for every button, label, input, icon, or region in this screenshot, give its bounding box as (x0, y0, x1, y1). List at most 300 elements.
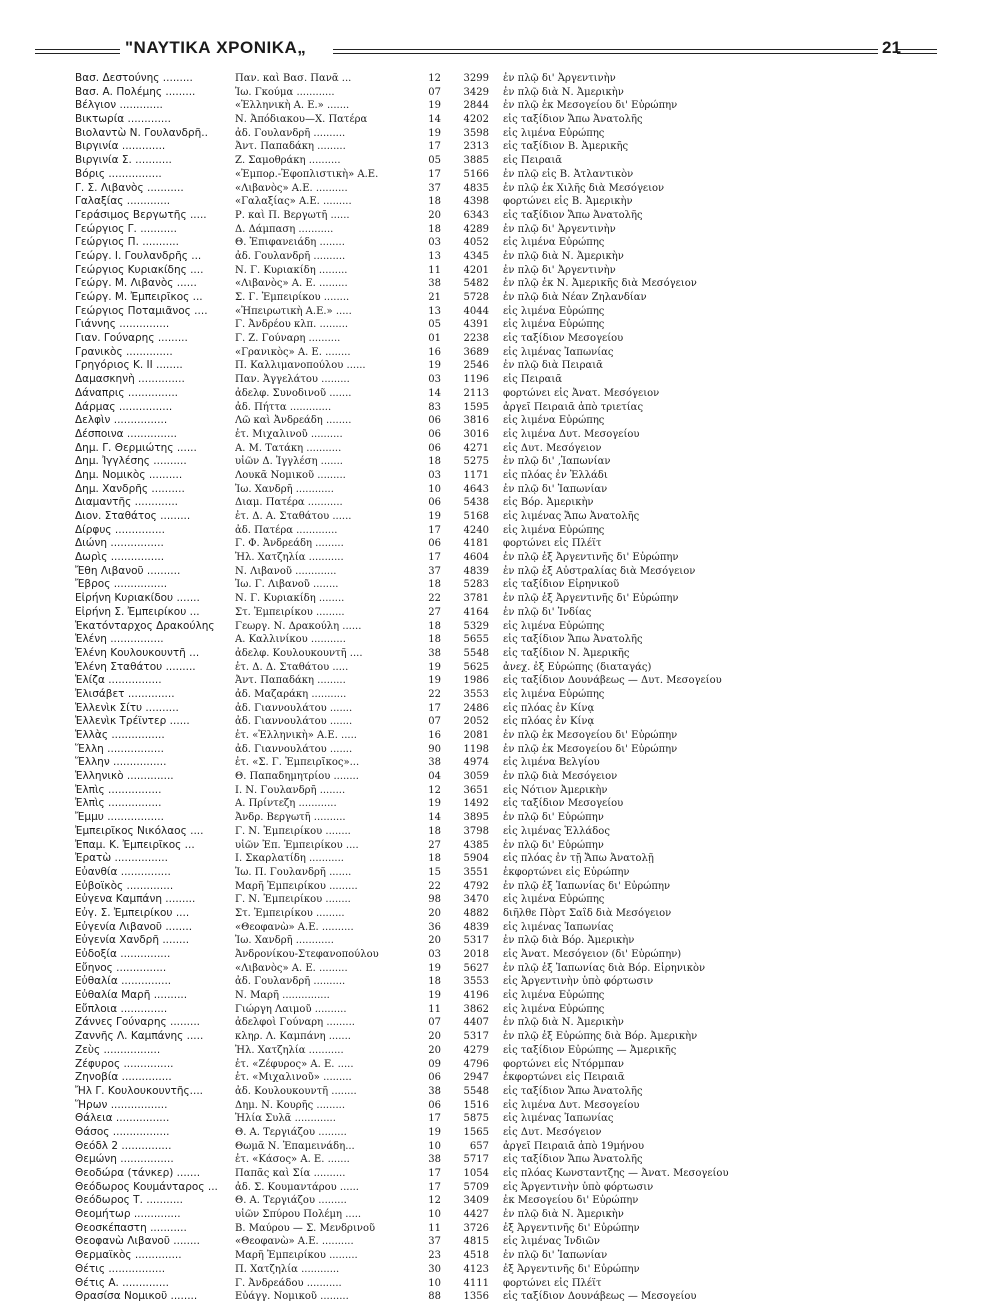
ship-owner: Μαρῆ Ἐμπειρίκου ......... (235, 1250, 358, 1262)
ship-row (75, 537, 975, 551)
ship-name: Θεόδλ 2 ............... (75, 1139, 172, 1152)
ship-year: 19 (428, 127, 441, 139)
ship-status: ἐκ Μεσογείου δι' Εὐρώπην (503, 1195, 639, 1207)
ship-status: ἐν πλῷ ἐκ Χιλῆς διὰ Μεσόγειον (503, 182, 665, 194)
ship-name: Γιάννης ............... (75, 318, 170, 331)
ship-tonnage: 4398 (463, 196, 489, 208)
ship-status: ἀργεῖ Πειραιᾶ ἀπὸ τριετίας (503, 401, 644, 413)
ship-row (75, 1263, 975, 1277)
ship-status: ἐν πλῷ δι' Εὐρώπην (503, 839, 604, 851)
ship-owner: ἀδ. Πατέρα ............. (235, 524, 338, 536)
ship-status: ἐν πλῷ ἐκ Μεσογείου δι' Εὐρώπην (503, 730, 678, 741)
ship-owner: ἐτ. Μιχαλινοῦ .......... (235, 428, 343, 440)
ship-status: εἰς λιμένας Ἑλλάδος (503, 825, 610, 837)
ship-name: Δημ. Χανδρῆς .......... (75, 482, 185, 495)
ship-year: 27 (428, 606, 441, 618)
ship-tonnage: 5627 (463, 962, 489, 974)
ship-year: 83 (428, 401, 441, 413)
ship-year: 90 (428, 743, 441, 755)
ship-row (75, 1153, 975, 1167)
ship-status: ἐν πλῷ ἐξ Ἀργεντινῆς δι' Εὐρώπην (503, 593, 679, 605)
ship-name: Θεοδώρα (τάνκερ) ....... (75, 1167, 201, 1179)
ship-name: Γεώργ. Ι. Γουλανδρῆς ... (75, 249, 202, 262)
ship-name: Ἑλληνικὸ .............. (75, 770, 174, 783)
ship-name: Ζέφυρος ............... (75, 1057, 174, 1070)
ship-year: 04 (428, 771, 441, 783)
ship-tonnage: 4604 (463, 552, 489, 564)
ship-status: εἰς λιμένας Ἄπω Ἀνατολῆς (503, 511, 640, 522)
header-rule-tail (897, 49, 937, 54)
ship-status: ἐν πλῷ διὰ Πειραιᾶ (503, 360, 603, 372)
ship-row (75, 250, 975, 264)
ship-name: Ζάννες Γούναρης ......... (75, 1016, 201, 1029)
ship-row (75, 496, 975, 510)
ship-row (75, 99, 975, 113)
ship-owner: Θωμᾶ Ν. Ἐπαμεινάδη... (235, 1140, 355, 1152)
ship-row (75, 373, 975, 387)
ship-row (75, 1194, 975, 1208)
ship-tonnage: 3598 (463, 127, 489, 139)
ship-status: εἰς Νότιον Ἀμερικὴν (503, 784, 608, 796)
ship-year: 14 (428, 387, 441, 399)
ship-year: 38 (428, 1085, 441, 1097)
ship-status: ἐν πλῷ διὰ Μεσόγειον (503, 771, 618, 783)
ship-owner: Ἠλ. Χατζηλία ........... (235, 1044, 344, 1056)
ship-tonnage: 4181 (463, 538, 489, 550)
ship-year: 14 (428, 812, 441, 824)
ship-status: εἰς πλόας Κωνσταντζης — Ἀνατ. Μεσογείου (503, 1168, 729, 1179)
ship-name: Θέτις Α. .............. (75, 1276, 169, 1289)
ship-year: 11 (428, 1003, 441, 1015)
ship-owner: Β. Μαύρου — Σ. Μενδρινοῦ (235, 1222, 376, 1234)
ship-status: ἐκφορτώνει εἰς Πειραιᾶ (503, 1072, 625, 1084)
ship-owner: Ἰω. Π. Γουλανδρῆ ....... (235, 866, 352, 878)
ship-status: φορτώνει εἰς Ἀνατ. Μεσόγειον (503, 387, 660, 399)
ship-row (75, 948, 975, 962)
ship-name: Ἑλένη ................ (75, 633, 164, 646)
ship-owner: Γ. Ν. Ἐμπειρίκου ........ (235, 894, 351, 906)
ship-tonnage: 5728 (463, 292, 489, 303)
ship-owner: ἀδελφ. Κουλουκουντῆ .... (235, 647, 363, 659)
ship-name: Εὐγενα Καμπάνη ......... (75, 893, 196, 906)
ship-tonnage: 4974 (463, 757, 489, 769)
ship-status: εἰς ταξίδιον Μεσογείου (503, 333, 624, 345)
ship-row (75, 1099, 975, 1113)
ship-tonnage: 1196 (463, 374, 489, 386)
ship-owner: ἀδ. Γιαννουλάτου ....... (235, 702, 353, 714)
ship-row (75, 1003, 975, 1017)
ship-name: Ἔθη Λιβανοῦ .......... (75, 564, 181, 577)
ship-name: Δημ. Ἰγγλέσης .......... (75, 455, 187, 468)
ship-status: ἐν πλῷ ἐξ Αὐστραλίας διὰ Μεσόγειον (503, 565, 696, 577)
ship-name: Εἰρήνη Σ. Ἐμπειρίκου ... (75, 605, 200, 618)
ship-row (75, 1085, 975, 1099)
ship-owner: «Γαλαξίας» Α.Ε. ......... (235, 196, 352, 208)
ship-name: Βόρις ................ (75, 167, 162, 180)
ship-status: εἰς Πειραιᾶ (503, 374, 563, 386)
ship-year: 15 (428, 866, 441, 878)
ship-owner: ἀδ. Γουλανδρῆ .......... (235, 127, 346, 139)
ship-owner: Α. Πρίντεζη ............ (235, 798, 337, 810)
ship-year: 17 (428, 1168, 441, 1179)
ship-owner: «Θεοφανὼ» Α.Ε. .......... (235, 921, 354, 933)
ship-row (75, 784, 975, 798)
ship-status: φορτώνει εἰς Β. Ἀμερικὴν (503, 196, 633, 208)
ship-owner: ἐτ. Δ. Δ. Σταθάτου ..... (235, 661, 349, 673)
ship-row (75, 565, 975, 579)
ship-row (75, 907, 975, 921)
ship-row (75, 113, 975, 127)
ship-status: ἐν πλῷ εἰς Β. Ἀτλαντικὸν (503, 168, 634, 180)
ship-name: Διαμαντῆς ............. (75, 496, 178, 509)
ship-tonnage: 4815 (463, 1236, 489, 1248)
ship-owner: Στ. Ἐμπειρίκου ......... (235, 606, 345, 618)
ship-name: Εὐγενία Χανδρῆ ........ (75, 934, 190, 947)
ship-owner: Ἰω. Γκούμα ............ (235, 86, 335, 98)
ship-year: 38 (428, 278, 441, 290)
ship-tonnage: 5329 (463, 620, 489, 632)
ship-owner: Δ. Δάμπαση ........... (235, 223, 334, 235)
ship-tonnage: 3429 (463, 86, 489, 98)
ship-owner: Γ. Ν. Ἐμπειρίκου ........ (235, 825, 351, 837)
ship-status: εἰς ταξίδιον Β. Ἀμερικῆς (503, 141, 629, 153)
ship-owner: υἱῶν Ἐπ. Ἐμπειρίκου .... (235, 839, 359, 851)
ship-year: 01 (428, 333, 441, 345)
ship-status: εἰς λιμένα Εὐρώπης (503, 990, 605, 1002)
ship-year: 07 (428, 716, 441, 728)
ship-name: Ἑλίζα ................ (75, 674, 162, 687)
ship-owner: Λῶ καὶ Ἀνδρεάδη ........ (235, 415, 352, 427)
ship-year: 17 (428, 141, 441, 153)
ship-status: ἐν πλῷ δι' Ἰαπωνίαν (503, 483, 608, 495)
ship-name: Γ. Σ. Λιβανὸς ........... (75, 181, 184, 194)
ship-owner: Ν. Ἀπόδιακου—Χ. Πατέρα (235, 114, 368, 126)
ship-tonnage: 3059 (463, 771, 489, 783)
ship-owner: Θ. Ἐπιφανειάδη ........ (235, 237, 345, 249)
ship-year: 20 (428, 935, 441, 947)
ship-list (75, 72, 975, 1304)
ship-owner: Ἰω. Χανδρῆ ............ (235, 483, 334, 495)
ship-status: ἐν πλῷ ἐκ Μεσογείου δι' Εὐρώπην (503, 100, 678, 112)
ship-row (75, 1016, 975, 1030)
ship-status: εἰς Βόρ. Ἀμερικὴν (503, 497, 594, 509)
ship-row (75, 209, 975, 223)
ship-year: 37 (428, 1236, 441, 1248)
ship-tonnage: 4839 (463, 565, 489, 577)
ship-year: 03 (428, 237, 441, 249)
ship-tonnage: 1198 (463, 743, 489, 755)
ship-name: Θεομήτωρ .............. (75, 1208, 181, 1221)
ship-row (75, 688, 975, 702)
ship-status: ἐν πλῷ διὰ Ν. Ἀμερικὴν (503, 86, 624, 98)
ship-status: φορτώνει εἰς Πλέϊτ (503, 1277, 602, 1289)
ship-row (75, 1071, 975, 1085)
ship-status: ἐν πλῷ ἐξ Εὐρώπης διὰ Βόρ. Ἀμερικὴν (503, 1031, 698, 1043)
ship-year: 07 (428, 1017, 441, 1029)
ship-row (75, 578, 975, 592)
ship-status: διῆλθε Πὸρτ Σαῒδ διὰ Μεσόγειον (503, 907, 672, 919)
ship-year: 38 (428, 1154, 441, 1166)
ship-status: εἰς λιμένας Ἰαπωνίας (503, 346, 614, 358)
ship-row (75, 428, 975, 442)
ship-tonnage: 3689 (463, 346, 489, 358)
ship-status: εἰς πλόας ἐν Κίνᾳ (503, 716, 595, 728)
ship-tonnage: 5717 (463, 1154, 489, 1166)
ship-tonnage: 4123 (463, 1263, 489, 1275)
ship-year: 22 (428, 593, 441, 605)
ship-row (75, 318, 975, 332)
ship-year: 38 (428, 757, 441, 769)
ship-year: 16 (428, 730, 441, 741)
ship-name: Δέσποινα ............... (75, 427, 178, 440)
ship-year: 17 (428, 168, 441, 180)
ship-name: Διον. Σταθάτος ......... (75, 510, 191, 522)
ship-row (75, 797, 975, 811)
ship-year: 21 (428, 292, 441, 303)
ship-row (75, 346, 975, 360)
ship-year: 88 (428, 1291, 441, 1303)
ship-row (75, 756, 975, 770)
ship-year: 18 (428, 456, 441, 468)
ship-tonnage: 4407 (463, 1017, 489, 1029)
ship-name: Δάναπρις ............... (75, 386, 178, 399)
ship-year: 10 (428, 1277, 441, 1289)
ship-status: ἀνεχ. ἐξ Εὐρώπης (διαταγάς) (503, 661, 652, 673)
ship-year: 06 (428, 497, 441, 509)
ship-row (75, 305, 975, 319)
ship-status: εἰς λιμένα Εὐρώπης (503, 319, 605, 331)
ship-status: εἰς πλόας ἐν Κίνᾳ (503, 702, 595, 714)
ship-name: Βιργινία ............. (75, 140, 166, 153)
ship-year: 03 (428, 469, 441, 481)
ship-year: 98 (428, 894, 441, 906)
ship-status: εἰς Ἀργεντινὴν ὑπὸ φόρτωσιν (503, 976, 654, 988)
ship-year: 19 (428, 360, 441, 372)
ship-year: 18 (428, 223, 441, 235)
ship-owner: Ι. Σκαρλατίδη ........... (235, 853, 344, 865)
ship-tonnage: 3726 (463, 1222, 489, 1234)
ship-name: Γαλαξίας ............. (75, 195, 171, 208)
ship-year: 10 (428, 1209, 441, 1221)
ship-tonnage: 4518 (463, 1250, 489, 1262)
ship-tonnage: 2947 (463, 1072, 489, 1084)
ship-year: 18 (428, 196, 441, 208)
page-header (35, 38, 930, 62)
ship-year: 38 (428, 647, 441, 659)
ship-year: 06 (428, 415, 441, 427)
ship-row (75, 1235, 975, 1249)
ship-year: 11 (428, 1222, 441, 1234)
ship-name: Δάρμας ................ (75, 400, 173, 413)
ship-row (75, 770, 975, 784)
ship-tonnage: 2238 (463, 333, 489, 345)
ship-year: 10 (428, 1140, 441, 1152)
ship-tonnage: 2052 (463, 716, 489, 728)
ship-owner: Δημ. Ν. Κουρῆς ......... (235, 1099, 346, 1111)
ship-owner: ἀδ. Μαζαράκη ........... (235, 688, 347, 700)
ship-year: 19 (428, 798, 441, 810)
ship-tonnage: 2113 (463, 387, 489, 399)
ship-owner: Ι. Ν. Γουλανδρῆ ........ (235, 784, 346, 796)
ship-row (75, 647, 975, 661)
ship-row (75, 1112, 975, 1126)
ship-year: 07 (428, 86, 441, 98)
ship-name: Εὐανθία ............... (75, 865, 171, 878)
ship-tonnage: 1516 (463, 1099, 489, 1111)
ship-name: Ἕλλη ................. (75, 742, 164, 755)
ship-tonnage: 3409 (463, 1195, 489, 1207)
ship-status: ἐν πλῷ ἐξ Ἰαπωνίας δι' Εὐρώπην (503, 880, 671, 892)
ship-status: εἰς Ἀργεντινὴν ὑπὸ φόρτωσιν (503, 1181, 654, 1193)
ship-owner: Στ. Ἐμπειρίκου ......... (235, 907, 345, 919)
ship-status: φορτώνει εἰς Πλέϊτ (503, 538, 602, 550)
ship-name: Θερμαϊκὸς .............. (75, 1249, 182, 1262)
ship-row (75, 1277, 975, 1291)
ship-row (75, 442, 975, 456)
ship-year: 05 (428, 155, 441, 167)
ship-status: εἰς ταξίδιον Ἄπω Ἀνατολῆς (503, 1085, 643, 1097)
ship-name: Γεώργιος Π. ........... (75, 236, 179, 249)
ship-row (75, 387, 975, 401)
ship-owner: Ἠλ. Χατζηλία ........... (235, 552, 344, 564)
ship-year: 23 (428, 1250, 441, 1262)
ship-year: 27 (428, 839, 441, 851)
ship-owner: «Λιβανὸς» Α. Ε. ......... (235, 278, 348, 290)
ship-status: εἰς λιμένα Εὐρώπης (503, 688, 605, 700)
ship-row (75, 880, 975, 894)
ship-row (75, 729, 975, 743)
ship-status: εἰς Ἀνατ. Μεσόγειον (δι' Εὐρώπην) (503, 949, 682, 960)
ship-tonnage: 3885 (463, 155, 489, 167)
ship-row (75, 195, 975, 209)
ship-year: 09 (428, 1058, 441, 1070)
ship-year: 16 (428, 346, 441, 358)
ship-name: Βικτωρία ............. (75, 113, 171, 126)
ship-year: 17 (428, 552, 441, 564)
ship-name: Γεώργιος Γ. ........... (75, 222, 177, 235)
ship-status: ἐν πλῷ διὰ Νέαν Ζηλανδίαν (503, 292, 647, 303)
ship-tonnage: 4643 (463, 483, 489, 495)
ship-tonnage: 4279 (463, 1044, 489, 1056)
ship-name: Βιολαντὼ Ν. Γουλανδρῆ.. (75, 126, 208, 139)
ship-row (75, 332, 975, 346)
ship-name: Ἔβρος ................ (75, 578, 168, 591)
ship-status: εἰς λιμένα Δυτ. Μεσογείου (503, 1099, 640, 1111)
ship-owner: υἱῶν Δ. Ἰγγλέση ....... (235, 456, 343, 468)
ship-owner: ἀδ. Σ. Κουμαντάρου ...... (235, 1181, 359, 1193)
ship-tonnage: 5548 (463, 647, 489, 659)
ship-year: 19 (428, 661, 441, 673)
ship-row (75, 975, 975, 989)
ship-year: 19 (428, 511, 441, 522)
ship-year: 37 (428, 565, 441, 577)
ship-tonnage: 2018 (463, 949, 489, 960)
ship-tonnage: 3299 (463, 73, 489, 84)
ship-name: Ζηνοβία ............... (75, 1071, 172, 1084)
ship-row (75, 401, 975, 415)
ship-status: εἰς πλόας ἐν Ἑλλάδι (503, 469, 608, 481)
ship-row (75, 606, 975, 620)
ship-tonnage: 4792 (463, 880, 489, 892)
ship-row (75, 743, 975, 757)
ship-owner: Παν. Ἀγγελάτου ......... (235, 374, 350, 386)
ship-name: Εὐδοξία ............... (75, 948, 171, 960)
ship-status: εἰς λιμένα Βελγίου (503, 757, 600, 769)
ship-owner: ἀδελφοὶ Γούναρη ......... (235, 1017, 355, 1029)
ship-name: Δημ. Νομικὸς .......... (75, 468, 183, 481)
ship-tonnage: 1492 (463, 798, 489, 810)
ship-row (75, 1044, 975, 1058)
ship-tonnage: 5875 (463, 1113, 489, 1125)
ship-year: 18 (428, 634, 441, 646)
ship-name: Γεώργ. Μ. Ἐμπειρῖκος ... (75, 291, 203, 303)
ship-row (75, 524, 975, 538)
ship-tonnage: 3862 (463, 1003, 489, 1015)
ship-tonnage: 3816 (463, 415, 489, 427)
ship-status: φορτώνει εἰς Ντόρμπαν (503, 1058, 624, 1070)
ship-row (75, 620, 975, 634)
ship-status: ἐν πλῷ ἐκ Ν. Ἀμερικῆς διὰ Μεσόγειον (503, 278, 697, 290)
ship-row (75, 989, 975, 1003)
ship-owner: ἐτ. «Μιχαλινοῦ» ......... (235, 1072, 352, 1084)
ship-name: Ἐλισάβετ .............. (75, 687, 175, 700)
ship-name: Ζαννῆς Λ. Καμπάνης ..... (75, 1030, 204, 1043)
ship-owner: «Ἐμπορ.-Ἐφοπλιστικὴ» Α.Ε. (235, 168, 379, 180)
ship-status: εἰς Πειραιᾶ (503, 155, 563, 167)
ship-tonnage: 4201 (463, 264, 489, 276)
ship-owner: Ν. Λιβανοῦ ............. (235, 565, 337, 577)
ship-status: εἰς λιμένα Εὐρώπης (503, 237, 605, 249)
ship-owner: «Ἠπειρωτικὴ Α.Ε.» ..... (235, 305, 352, 317)
ship-row (75, 852, 975, 866)
ship-name: Ἑλένη Κουλουκουντῆ ... (75, 646, 200, 659)
ship-name: Θεόδωρος Τ. ........... (75, 1194, 183, 1207)
ship-status: ἐν πλῷ δι' Ἰνδίας (503, 606, 592, 618)
ship-status: ἐξ Ἀργεντινῆς δι' Εὐρώπην (503, 1263, 640, 1275)
ship-year: 17 (428, 702, 441, 714)
ship-status: εἰς λιμένα Εὐρώπης (503, 524, 605, 536)
ship-name: Θεοσκέπαστη ........... (75, 1221, 187, 1234)
ship-row (75, 414, 975, 428)
ship-tonnage: 3553 (463, 688, 489, 700)
ship-owner: Λουκᾶ Νομικοῦ ......... (235, 469, 346, 481)
ship-tonnage: 4835 (463, 182, 489, 194)
ship-tonnage: 5655 (463, 634, 489, 646)
ship-name: Γεώργιος Κυριακίδης .... (75, 263, 204, 276)
ship-row (75, 86, 975, 100)
ship-year: 12 (428, 784, 441, 796)
ship-row (75, 839, 975, 853)
ship-status: εἰς πλόας ἐν τῇ Ἄπω Ἀνατολῇ (503, 853, 654, 865)
ship-status: εἰς λιμένας Ἰαπωνίας (503, 921, 614, 933)
ship-row (75, 1030, 975, 1044)
ship-owner: ἐτ. «Ἑλληνικὴ» Α.Ε. ..... (235, 730, 357, 741)
ship-status: εἰς λιμένα Εὐρώπης (503, 894, 605, 906)
ship-owner: Γ. Φ. Ἀνδρεάδη ......... (235, 538, 344, 550)
ship-year: 19 (428, 675, 441, 687)
ship-name: Θρασίσα Νομικοῦ ........ (75, 1290, 198, 1303)
ship-owner: Θ. Α. Τεργιάζου ......... (235, 1195, 347, 1207)
ship-year: 13 (428, 305, 441, 317)
ship-name: Ἐπαμ. Κ. Ἐμπειρῖκος ... (75, 838, 195, 851)
ship-owner: ἀδ. Κουλουκουντῆ ........ (235, 1085, 357, 1097)
ship-owner: Εὐάγγ. Νομικοῦ ......... (235, 1291, 349, 1303)
ship-name: Δίρφυς ............... (75, 523, 165, 536)
ship-row (75, 154, 975, 168)
ship-name: Βέλγιον ............. (75, 99, 163, 112)
ship-year: 20 (428, 907, 441, 919)
ship-tonnage: 1565 (463, 1126, 489, 1138)
